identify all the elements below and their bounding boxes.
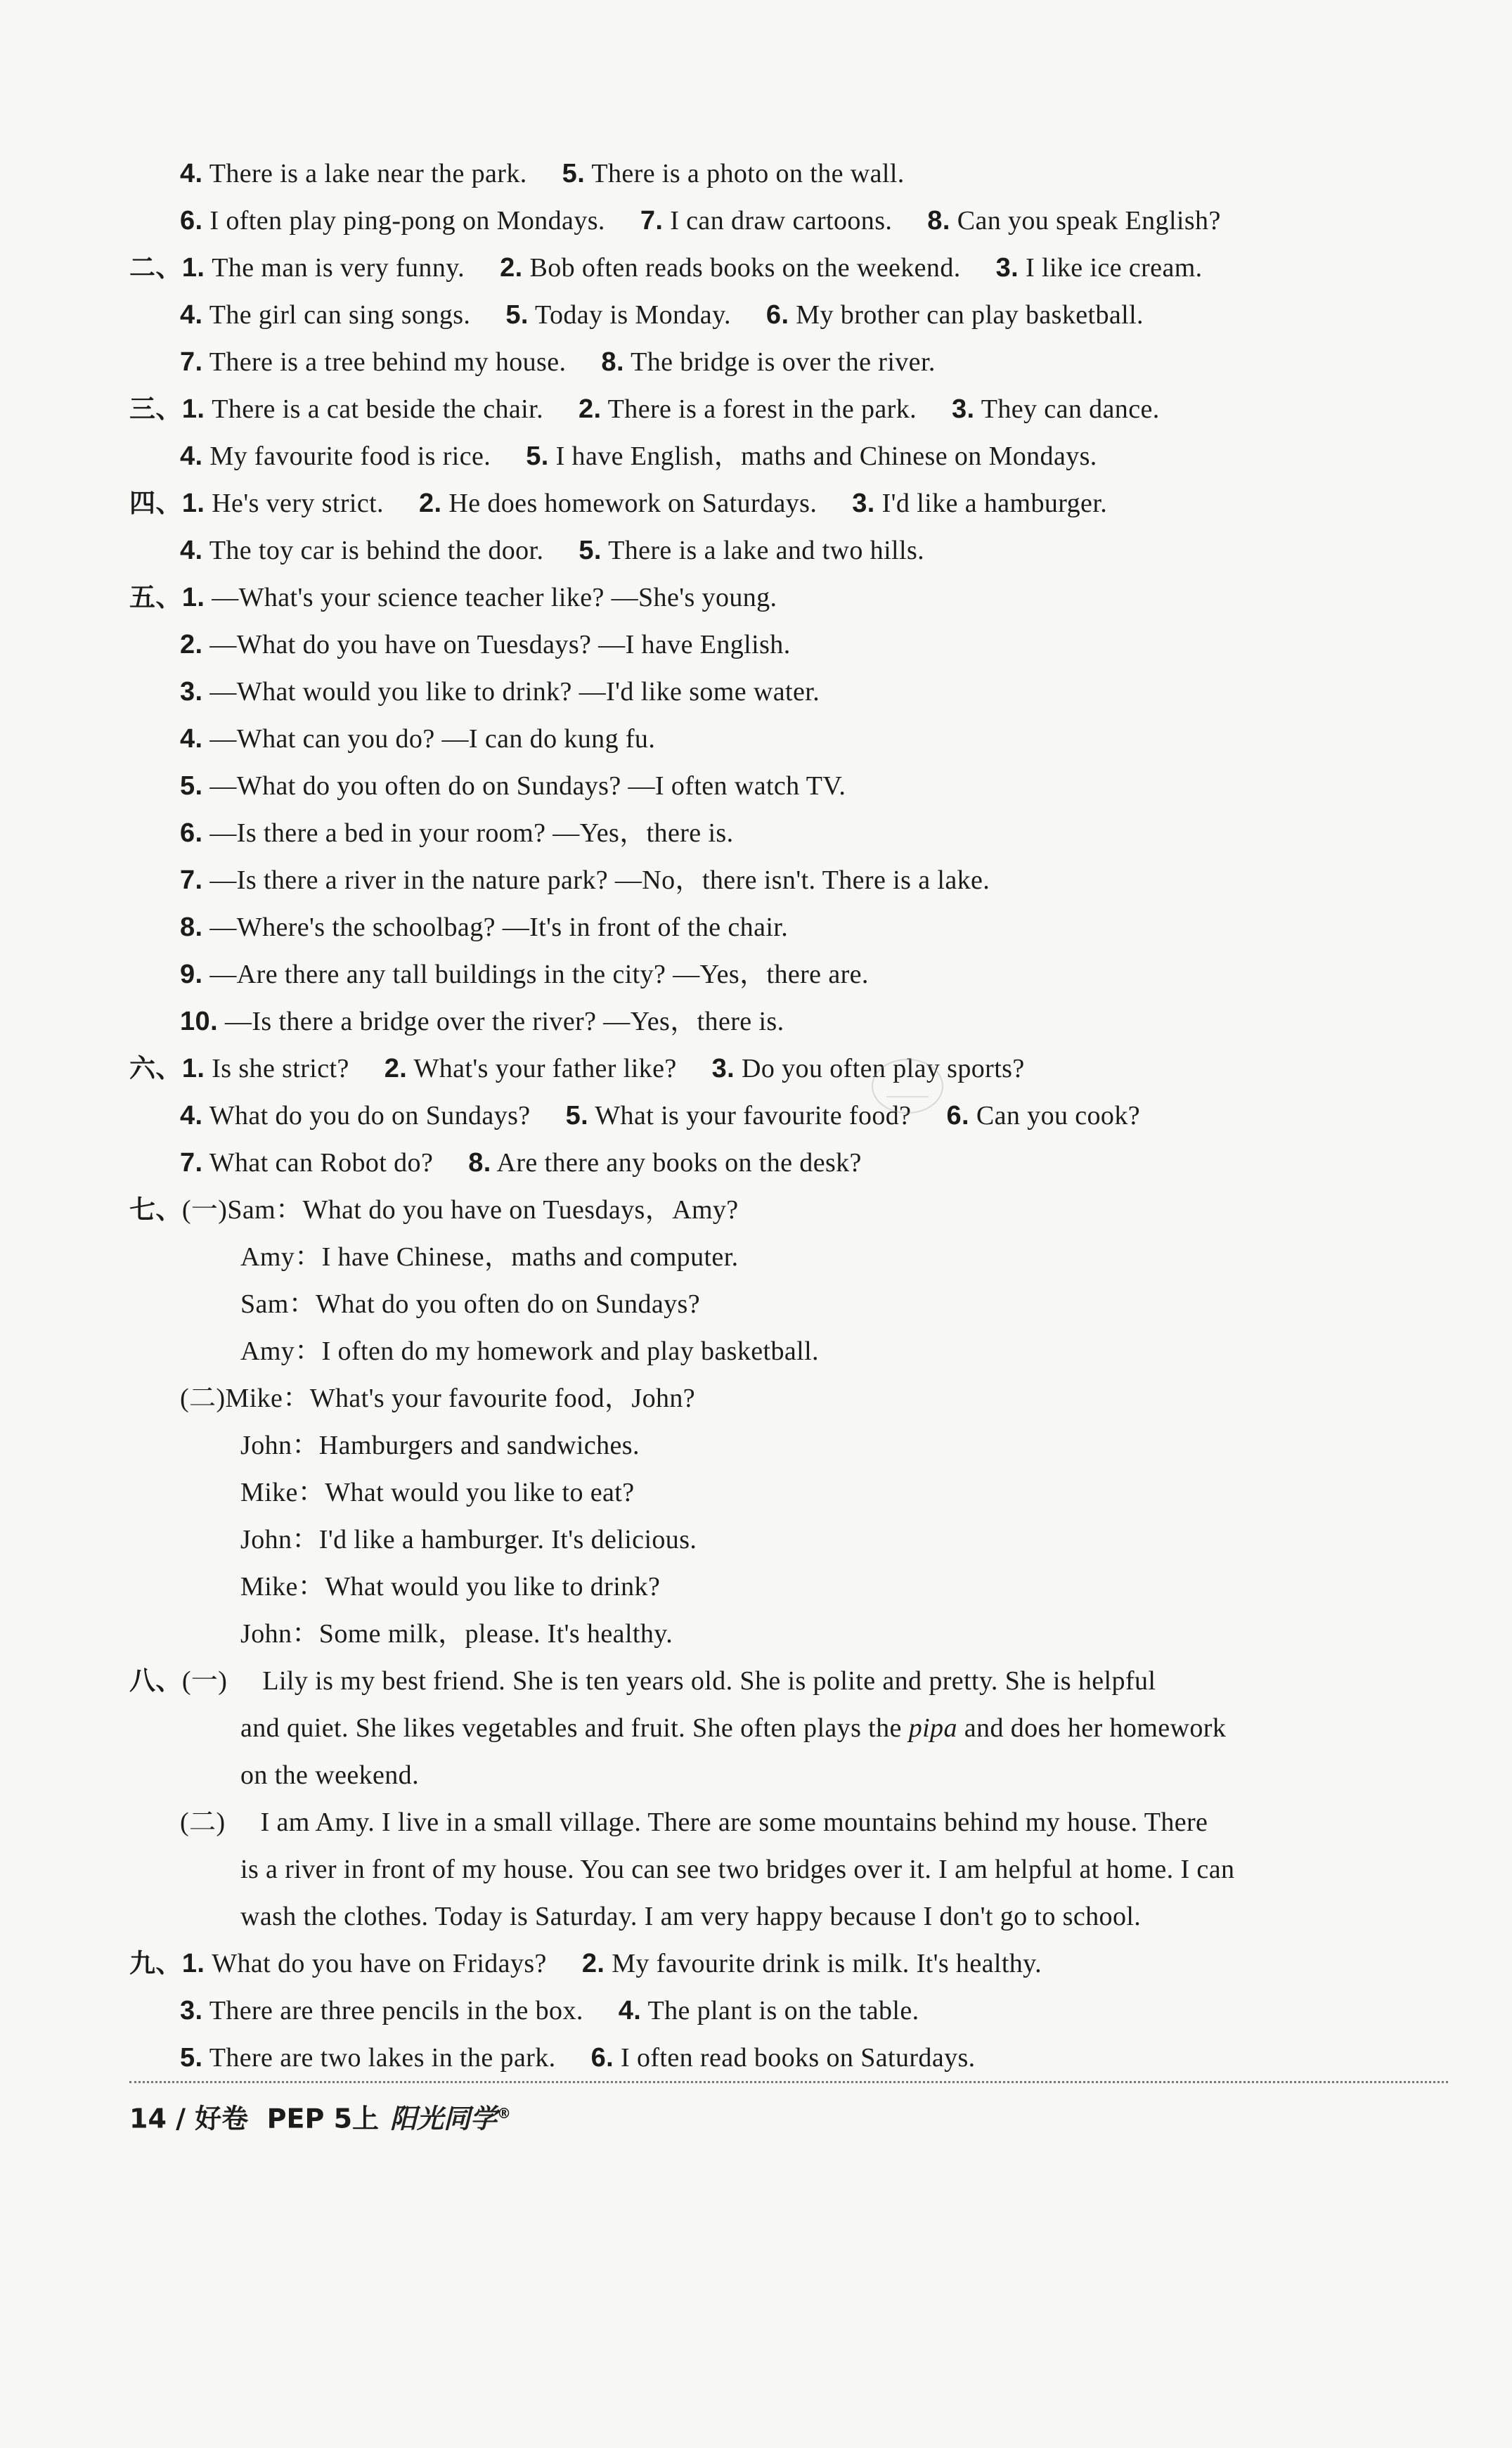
answer-line: 8. —Where's the schoolbag? —It's in front of the chair. bbox=[180, 913, 789, 942]
answer-line: 6. —Is there a bed in your room? —Yes，there is. bbox=[180, 818, 734, 848]
answer-line: 7. —Is there a river in the nature park? —No，there isn't. There is a lake. bbox=[180, 865, 990, 895]
dialogue-line: Sam：What do you often do on Sundays? bbox=[240, 1289, 700, 1319]
answer-line: 4. The girl can sing songs. 5. Today is Monday. 6. My brother can play basketball. bbox=[180, 300, 1144, 330]
dialogue-line: Amy：I often do my homework and play basketball. bbox=[240, 1336, 819, 1366]
section-marker: 二、 bbox=[129, 252, 182, 283]
answer-line: 7. There is a tree behind my house. 8. The bridge is over the river. bbox=[180, 347, 936, 377]
dialogue-line: John：Hamburgers and sandwiches. bbox=[240, 1431, 640, 1460]
section-4-line: 四、1. He's very strict. 2. He does homework on Saturdays. 3. I'd like a hamburger. bbox=[129, 488, 1108, 518]
answer-line: 5. There are two lakes in the park. 6. I often read books on Saturdays. bbox=[180, 2043, 976, 2073]
dialogue-line: Mike：What would you like to eat? bbox=[240, 1478, 635, 1507]
dialogue-line: Mike：What would you like to drink? bbox=[240, 1572, 661, 1602]
registered-mark: ® bbox=[497, 2105, 512, 2122]
section-marker: 五、 bbox=[129, 582, 182, 612]
answer-line: 4. What do you do on Sundays? 5. What is your favourite food? 6. Can you cook? bbox=[180, 1101, 1140, 1130]
section-marker: 八、 bbox=[129, 1666, 182, 1696]
section-3-line: 三、1. There is a cat beside the chair. 2. There is a forest in the park. 3. They can dance. bbox=[129, 394, 1160, 424]
section-marker: 九、 bbox=[129, 1948, 182, 1978]
answer-line: 5. —What do you often do on Sundays? —I often watch TV. bbox=[180, 771, 846, 801]
answer-line: 3. —What would you like to drink? —I'd like some water. bbox=[180, 677, 820, 707]
dialogue-line: John：I'd like a hamburger. It's delicious. bbox=[240, 1525, 697, 1554]
footer-divider bbox=[129, 2081, 1448, 2083]
section-marker: 四、 bbox=[129, 488, 182, 518]
page-number: 14 / 好卷 PEP 5上 bbox=[129, 2103, 380, 2134]
paragraph-line: is a river in front of my house. You can see two bridges over it. I am helpful at home. I can bbox=[240, 1855, 1235, 1884]
stamp-icon bbox=[869, 1055, 946, 1118]
answer-line: 7. What can Robot do? 8. Are there any books on the desk? bbox=[180, 1148, 862, 1178]
dialogue-line: John：Some milk，please. It's healthy. bbox=[240, 1619, 673, 1649]
answer-line: 4. The toy car is behind the door. 5. There is a lake and two hills. bbox=[180, 536, 925, 565]
page-footer bbox=[129, 2096, 511, 2136]
answer-line: 6. I often play ping-pong on Mondays. 7. I can draw cartoons. 8. Can you speak English? bbox=[180, 206, 1221, 236]
paragraph-line: and quiet. She likes vegetables and fruit. She often plays the pipa and does her homework bbox=[240, 1713, 1227, 1743]
section-9-line: 九、1. What do you have on Fridays? 2. My favourite drink is milk. It's healthy. bbox=[129, 1948, 1042, 1978]
answer-line: 3. There are three pencils in the box. 4. The plant is on the table. bbox=[180, 1996, 919, 2025]
answer-line: 4. My favourite food is rice. 5. I have English，maths and Chinese on Mondays. bbox=[180, 442, 1097, 471]
section-8-line: 八、(一) Lily is my best friend. She is ten years old. She is polite and pretty. She is helpful bbox=[129, 1666, 1156, 1696]
section-7-line: 七、(一)Sam：What do you have on Tuesdays，Amy? bbox=[129, 1194, 739, 1225]
section-marker: 六、 bbox=[129, 1053, 182, 1083]
stamp-mark bbox=[869, 1055, 946, 1118]
section-marker: 三、 bbox=[129, 394, 182, 424]
dialogue-line: Amy：I have Chinese，maths and computer. bbox=[240, 1242, 739, 1272]
answer-line: 10. —Is there a bridge over the river? —Yes，there is. bbox=[180, 1007, 784, 1036]
answer-line: 4. —What can you do? —I can do kung fu. bbox=[180, 724, 656, 754]
section-5-line: 五、1. —What's your science teacher like? —She's young. bbox=[129, 582, 777, 612]
answer-line: 4. There is a lake near the park. 5. There is a photo on the wall. bbox=[180, 159, 905, 188]
brand-logo: 阳光同学 bbox=[390, 2103, 498, 2134]
answer-line: 2. —What do you have on Tuesdays? —I have English. bbox=[180, 630, 791, 659]
section-2-line: 二、1. The man is very funny. 2. Bob often reads books on the weekend. 3. I like ice cream. bbox=[129, 252, 1203, 283]
paragraph-line: (二) I am Amy. I live in a small village. There are some mountains behind my house. There bbox=[180, 1808, 1208, 1837]
section-6-line: 六、1. Is she strict? 2. What's your father like? 3. Do you often play sports? bbox=[129, 1053, 1025, 1083]
paragraph-line: on the weekend. bbox=[240, 1760, 419, 1790]
paragraph-line: wash the clothes. Today is Saturday. I am very happy because I don't go to school. bbox=[240, 1902, 1142, 1931]
section-marker: 七、 bbox=[129, 1194, 182, 1225]
dialogue-line: (二)Mike：What's your favourite food，John? bbox=[180, 1384, 696, 1413]
answer-line: 9. —Are there any tall buildings in the city? —Yes，there are. bbox=[180, 960, 869, 989]
